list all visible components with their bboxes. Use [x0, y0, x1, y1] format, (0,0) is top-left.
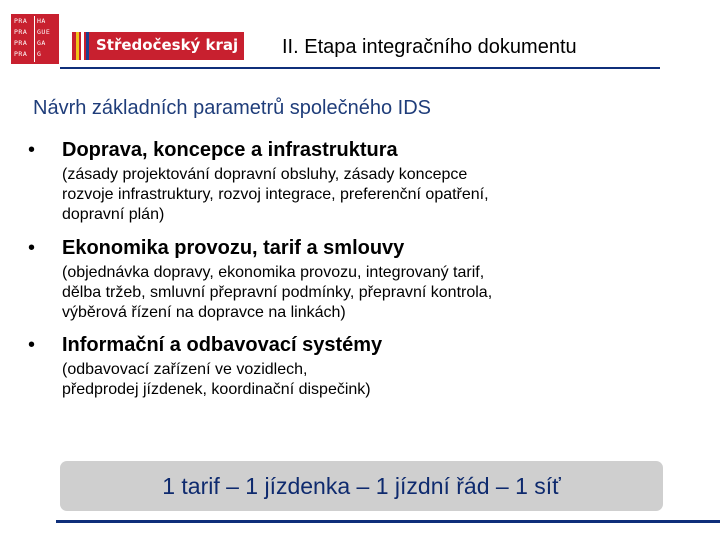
praha-logo-text: G	[37, 50, 42, 58]
praha-logo-divider	[34, 16, 35, 62]
footer-divider	[56, 520, 720, 523]
item-heading: Informační a odbavovací systémy	[62, 334, 383, 356]
praha-logo-text: PRA	[14, 39, 28, 47]
praha-logo-text: HA	[37, 17, 46, 25]
praha-logo	[11, 14, 59, 64]
logo-stripe-white	[81, 32, 84, 60]
stredocesky-kraj-logo	[72, 32, 244, 60]
slogan-box	[60, 461, 663, 511]
praha-logo-text: GUE	[37, 28, 51, 36]
subtitle: Návrh základních parametrů společného IDS	[33, 97, 431, 119]
bullet-icon: •	[28, 139, 36, 161]
logo-stripe-blue	[86, 32, 89, 60]
bullet-icon: •	[28, 334, 36, 356]
item-heading: Doprava, koncepce a infrastruktura	[62, 139, 398, 161]
praha-logo-text: PRA	[14, 17, 28, 25]
bullet-icon: •	[28, 237, 36, 259]
kraj-logo-text: Středočeský kraj	[96, 36, 239, 54]
praha-logo-text: PRA	[14, 28, 28, 36]
praha-logo-text: GA	[37, 39, 46, 47]
page-title: II. Etapa integračního dokumentu	[282, 36, 577, 58]
item-description: (odbavovací zařízení ve vozidlech, předprodej jízdenek, koordinační dispečink)	[62, 361, 371, 398]
praha-logo-text: PRA	[14, 50, 28, 58]
slogan-text: 1 tarif – 1 jízdenka – 1 jízdní řád – 1 síť	[162, 472, 561, 499]
item-description: (zásady projektování dopravní obsluhy, zásady koncepce rozvoje infrastruktury, rozvoj integrace, preferenční opatření, dopravní plán)	[62, 166, 489, 223]
item-heading: Ekonomika provozu, tarif a smlouvy	[62, 237, 405, 259]
header-divider	[60, 67, 660, 69]
logo-stripe-yellow	[76, 32, 79, 60]
item-description: (objednávka dopravy, ekonomika provozu, integrovaný tarif, dělba tržeb, smluvní přepravní podmínky, přepravní kontrola, výběrová řízení na dopravce na linkách)	[62, 264, 493, 321]
